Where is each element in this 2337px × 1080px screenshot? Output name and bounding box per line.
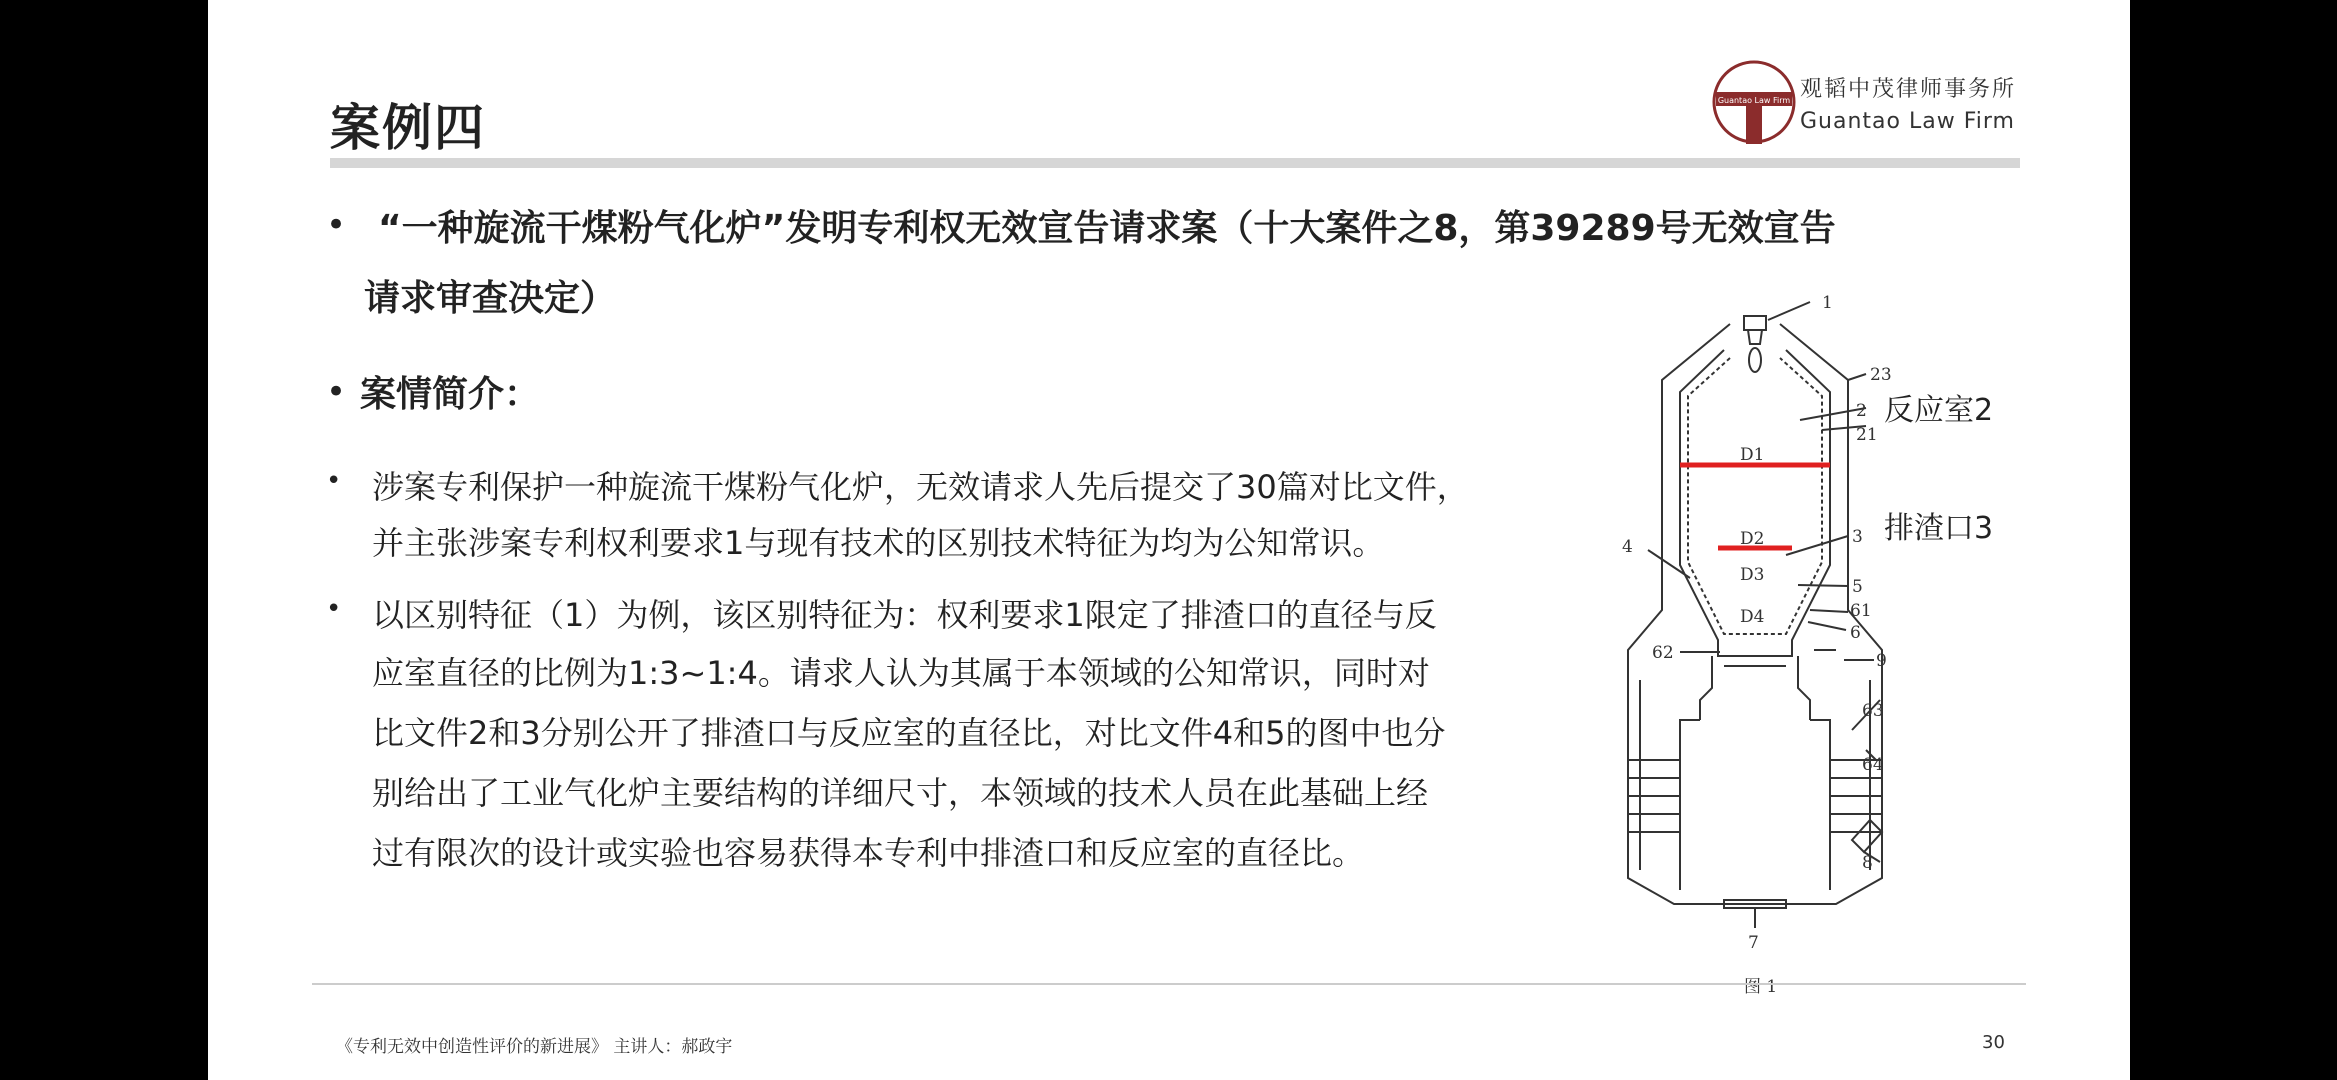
- label-7: 7: [1748, 933, 1759, 953]
- footer-divider: [312, 983, 2026, 985]
- annotation-reaction-chamber: 反应室2: [1884, 393, 1994, 428]
- label-64: 64: [1862, 755, 1884, 775]
- label-4: 4: [1622, 537, 1633, 557]
- label-21: 21: [1856, 425, 1878, 445]
- paragraph-2-line-3: 比文件2和3分别公开了排渣口与反应室的直径比，对比文件4和5的图中也分: [372, 714, 1446, 752]
- label-d4: D4: [1740, 607, 1765, 627]
- paragraph-2-line-2: 应室直径的比例为1:3~1:4。请求人认为其属于本领域的公知常识，同时对: [372, 654, 1430, 692]
- law-firm-name-en: Guantao Law Firm: [1800, 109, 2015, 134]
- paragraph-1-line-1: 涉案专利保护一种旋流干煤粉气化炉，无效请求人先后提交了30篇对比文件，: [372, 468, 1469, 506]
- svg-text:Guantao Law Firm: Guantao Law Firm: [1717, 96, 1791, 105]
- label-23: 23: [1870, 365, 1892, 385]
- section-heading: 案情简介：: [360, 374, 541, 415]
- label-d3: D3: [1740, 565, 1765, 585]
- label-2: 2: [1856, 401, 1867, 421]
- gasifier-patent-figure: [1600, 280, 2030, 1000]
- footer-text: 《专利无效中创造性评价的新进展》 主讲人：郝政宇: [336, 1037, 733, 1057]
- label-61: 61: [1850, 601, 1872, 621]
- bullet-marker: •: [326, 372, 347, 412]
- figure-caption: 图 1: [1744, 977, 1778, 997]
- label-d1: D1: [1740, 445, 1765, 465]
- paragraph-2-line-4: 别给出了工业气化炉主要结构的详细尺寸，本领域的技术人员在此基础上经: [372, 774, 1429, 812]
- label-1: 1: [1822, 293, 1833, 313]
- law-firm-name-cn: 观韬中茂律师事务所: [1800, 77, 2017, 102]
- label-5: 5: [1852, 577, 1863, 597]
- case-title-line-1: “一种旋流干煤粉气化炉”发明专利权无效宣告请求案（十大案件之8，第39289号无效宣告: [378, 208, 1836, 249]
- label-63: 63: [1862, 701, 1884, 721]
- slide: [208, 0, 2130, 1080]
- label-d2: D2: [1740, 529, 1765, 549]
- label-3: 3: [1852, 527, 1863, 547]
- title-divider: [330, 158, 2020, 168]
- label-6: 6: [1850, 623, 1861, 643]
- paragraph-2-line-5: 过有限次的设计或实验也容易获得本专利中排渣口和反应室的直径比。: [372, 834, 1365, 872]
- page-title: 案例四: [330, 99, 486, 157]
- annotation-slag-outlet: 排渣口3: [1884, 511, 1994, 546]
- law-firm-name: [1800, 72, 2016, 134]
- page-number: 30: [1982, 1032, 2005, 1053]
- label-8: 8: [1862, 853, 1873, 873]
- paragraph-1-line-2: 并主张涉案专利权利要求1与现有技术的区别技术特征为均为公知常识。: [372, 524, 1385, 562]
- bullet-marker: •: [326, 205, 347, 245]
- label-9: 9: [1876, 651, 1887, 671]
- bullet-marker: •: [326, 466, 342, 496]
- law-firm-logo: [1712, 52, 1796, 152]
- case-title-line-2: 请求审查决定）: [364, 278, 617, 319]
- label-62: 62: [1652, 643, 1674, 663]
- bullet-marker: •: [326, 594, 342, 624]
- paragraph-2-line-1: 以区别特征（1）为例，该区别特征为：权利要求1限定了排渣口的直径与反: [372, 596, 1437, 634]
